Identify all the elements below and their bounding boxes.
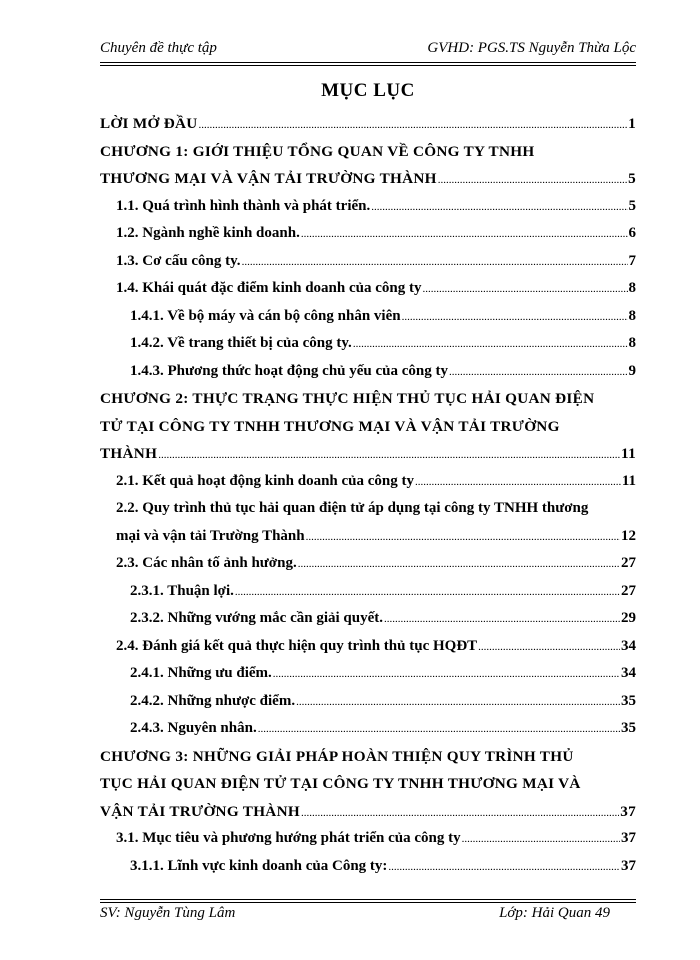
toc-entry[interactable]	[100, 660, 636, 688]
toc-page-number: 29	[621, 610, 636, 626]
toc-entry[interactable]	[100, 275, 636, 303]
toc-entry-title: 2.4. Đánh giá kết quả thực hiện quy trình thủ tục HQĐT	[116, 637, 478, 654]
toc-page-number: 8	[628, 280, 636, 296]
toc-entry-title: CHƯƠNG 1: GIỚI THIỆU TỔNG QUAN VỀ CÔNG TY TNHH	[100, 142, 535, 160]
toc-entry-title: CHƯƠNG 2: THỰC TRẠNG THỰC HIỆN THỦ TỤC HẢI QUAN ĐIỆN	[100, 390, 595, 407]
toc-leader-dots	[296, 688, 620, 717]
toc-leader-dots	[199, 110, 628, 140]
toc-entry-title: 2.1. Kết quả hoạt động kinh doanh của công ty	[116, 472, 414, 489]
toc-page-number: 27	[621, 555, 636, 571]
header-divider	[100, 62, 636, 63]
toc-entry-title: THÀNH	[100, 445, 158, 462]
toc-entry[interactable]	[100, 440, 636, 468]
toc-leader-dots	[438, 165, 627, 195]
toc-page-number: 37	[621, 830, 636, 846]
footer-divider	[100, 902, 636, 903]
toc-entry[interactable]	[100, 495, 636, 523]
toc-page-number: 12	[621, 527, 636, 544]
toc-leader-dots	[402, 303, 628, 332]
toc-page-number: 7	[628, 252, 636, 269]
toc-page-number: 35	[621, 692, 636, 709]
toc-entry[interactable]	[100, 330, 636, 358]
toc-entry[interactable]	[100, 798, 636, 826]
toc-entry[interactable]	[100, 605, 636, 633]
toc-entry[interactable]	[100, 413, 636, 441]
page-footer	[100, 905, 610, 925]
header-divider-thin	[100, 65, 636, 66]
toc-entry[interactable]	[100, 248, 636, 276]
toc-entry[interactable]	[100, 165, 636, 193]
toc-entry[interactable]	[100, 523, 636, 551]
toc-entry-title: 1.4.2. Về trang thiết bị của công ty.	[130, 335, 352, 351]
toc-leader-dots	[415, 468, 621, 497]
toc-page-number: 37	[620, 802, 636, 820]
toc-entry[interactable]	[100, 193, 636, 221]
toc-entry-title: 2.3.2. Những vướng mắc cần giải quyết.	[130, 610, 383, 626]
toc-entry[interactable]	[100, 110, 636, 138]
toc-leader-dots	[371, 193, 627, 222]
toc-entry-title: CHƯƠNG 3: NHỮNG GIẢI PHÁP HOÀN THIỆN QUY TRÌNH THỦ	[100, 747, 574, 765]
toc-entry-title: TỬ TẠI CÔNG TY TNHH THƯƠNG MẠI VÀ VẬN TẢI TRƯỜNG	[100, 417, 560, 435]
toc-entry[interactable]	[100, 385, 636, 413]
toc-entry-title: mại và vận tải Trường Thành	[116, 527, 305, 544]
toc-entry[interactable]	[100, 303, 636, 331]
toc-page-number: 6	[628, 225, 636, 241]
toc-leader-dots	[353, 330, 628, 359]
footer-class-name: Lớp: Hải Quan 49	[499, 905, 610, 921]
toc-entry-title: THƯƠNG MẠI VÀ VẬN TẢI TRƯỜNG THÀNH	[100, 170, 437, 187]
toc-page-number: 37	[621, 857, 636, 874]
toc-leader-dots	[242, 248, 628, 277]
toc-entry[interactable]	[100, 770, 636, 798]
toc-entry[interactable]	[100, 853, 636, 881]
toc-page-number: 35	[621, 720, 636, 736]
toc-entry-title: 2.4.1. Những ưu điểm.	[130, 665, 272, 681]
toc-entry[interactable]	[100, 138, 636, 166]
toc-entry-title: 2.3. Các nhân tố ảnh hưởng.	[116, 555, 297, 571]
toc-page-number: 34	[621, 665, 636, 681]
table-of-contents	[100, 110, 636, 880]
toc-leader-dots	[423, 275, 628, 304]
toc-page-number: 5	[628, 170, 636, 187]
toc-page-number: 34	[621, 637, 636, 654]
toc-entry-title: 2.3.1. Thuận lợi.	[130, 582, 234, 599]
toc-entry-title: 1.4. Khái quát đặc điểm kinh doanh của công ty	[116, 280, 422, 296]
toc-entry-title: 1.3. Cơ cấu công ty.	[116, 252, 241, 269]
toc-leader-dots	[478, 633, 620, 662]
toc-leader-dots	[384, 605, 620, 634]
toc-entry-title: 2.2. Quy trình thủ tục hải quan điện tử áp dụng tại công ty TNHH thương	[116, 500, 589, 516]
toc-leader-dots	[388, 853, 620, 882]
toc-leader-dots	[301, 798, 619, 828]
toc-entry-title: 2.4.3. Nguyên nhân.	[130, 720, 257, 736]
toc-page-number: 8	[628, 335, 636, 351]
toc-entry[interactable]	[100, 743, 636, 771]
toc-entry[interactable]	[100, 358, 636, 386]
toc-entry[interactable]	[100, 688, 636, 716]
toc-entry-title: TỤC HẢI QUAN ĐIỆN TỬ TẠI CÔNG TY TNHH THƯƠNG MẠI VÀ	[100, 775, 581, 792]
toc-leader-dots	[298, 550, 620, 579]
toc-entry-title: LỜI MỞ ĐẦU	[100, 115, 198, 132]
toc-leader-dots	[235, 578, 620, 607]
toc-entry[interactable]	[100, 468, 636, 496]
toc-page-number: 8	[628, 307, 636, 324]
toc-entry[interactable]	[100, 550, 636, 578]
toc-leader-dots	[462, 825, 620, 854]
page-header	[100, 40, 636, 60]
toc-page-number: 11	[621, 445, 636, 462]
toc-entry[interactable]	[100, 715, 636, 743]
toc-entry[interactable]	[100, 633, 636, 661]
toc-entry-title: VẬN TẢI TRƯỜNG THÀNH	[100, 802, 300, 820]
toc-entry-title: 3.1. Mục tiêu và phương hướng phát triển của công ty	[116, 830, 461, 846]
toc-entry-title: 1.1. Quá trình hình thành và phát triển.	[116, 197, 371, 214]
toc-page-number: 27	[621, 582, 636, 599]
toc-page-number: 1	[628, 115, 636, 132]
page-title: MỤC LỤC	[321, 80, 415, 101]
toc-page-number: 5	[628, 197, 636, 214]
toc-entry[interactable]	[100, 578, 636, 606]
header-supervisor: GVHD: PGS.TS Nguyễn Thừa Lộc	[427, 40, 636, 56]
footer-divider-thin	[100, 899, 636, 900]
toc-leader-dots	[158, 440, 620, 470]
toc-leader-dots	[258, 715, 620, 744]
toc-leader-dots	[449, 358, 627, 387]
footer-student-name: SV: Nguyễn Tùng Lâm	[100, 905, 236, 921]
toc-page-number: 9	[628, 362, 636, 379]
toc-entry-title: 1.2. Ngành nghề kinh doanh.	[116, 225, 300, 241]
toc-entry-title: 3.1.1. Lĩnh vực kinh doanh của Công ty:	[130, 857, 388, 874]
toc-leader-dots	[301, 220, 628, 249]
toc-leader-dots	[273, 660, 620, 689]
toc-entry-title: 2.4.2. Những nhược điểm.	[130, 692, 296, 709]
toc-page-number: 11	[621, 472, 636, 489]
header-course-title: Chuyên đề thực tập	[100, 40, 217, 56]
toc-entry[interactable]	[100, 825, 636, 853]
toc-entry-title: 1.4.1. Về bộ máy và cán bộ công nhân viên	[130, 307, 401, 324]
toc-entry[interactable]	[100, 220, 636, 248]
toc-entry-title: 1.4.3. Phương thức hoạt động chủ yếu của công ty	[130, 362, 449, 379]
toc-leader-dots	[306, 523, 620, 552]
